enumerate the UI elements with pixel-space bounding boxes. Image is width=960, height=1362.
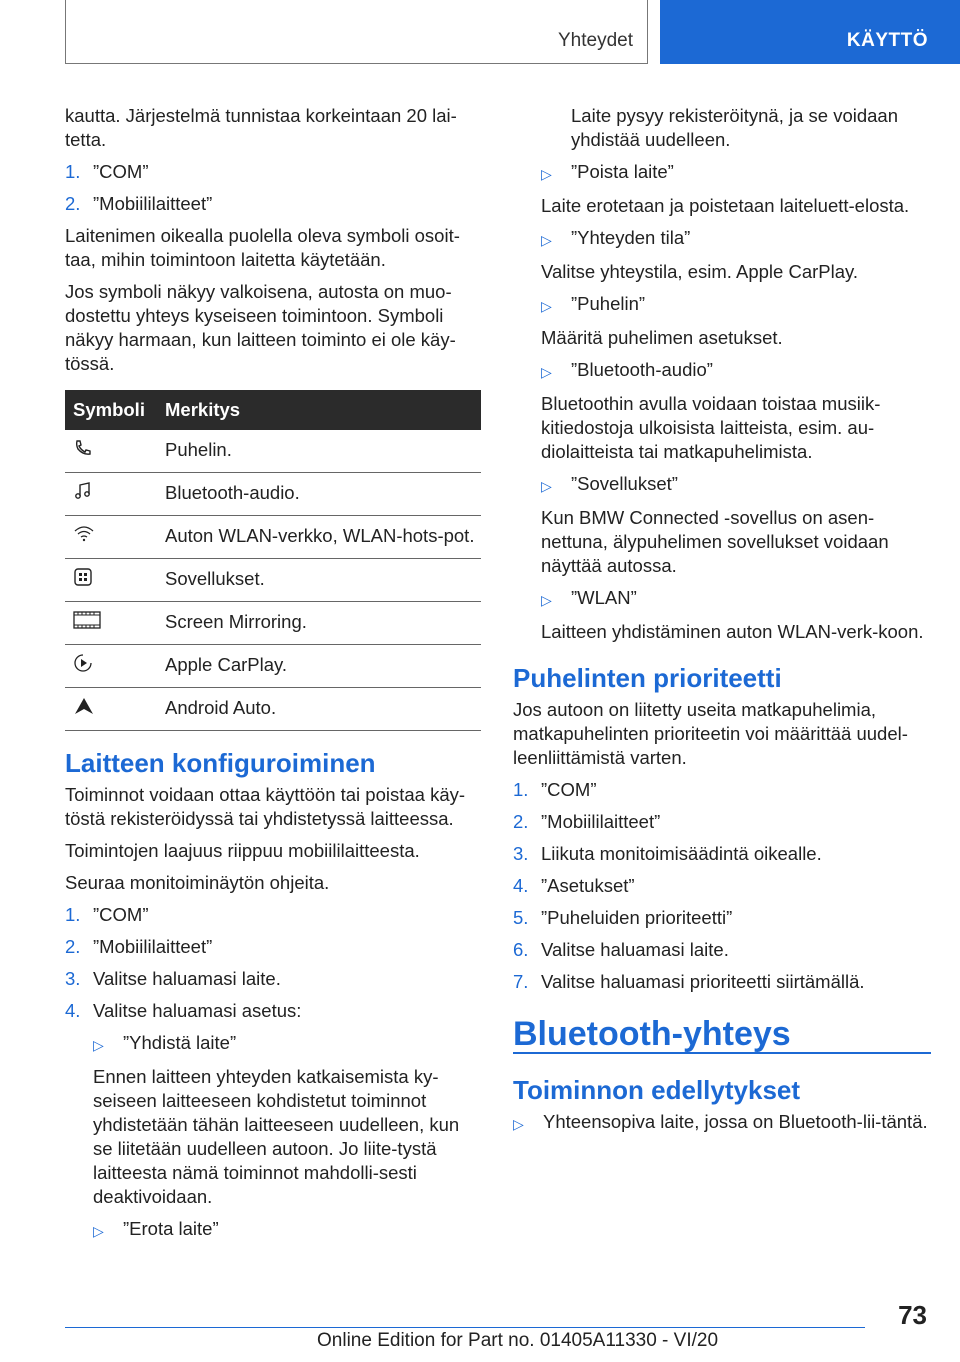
triangle-bullet-icon: ▷: [513, 1116, 524, 1132]
header-chapter-tab: [660, 0, 960, 64]
list-item: 1. ”COM”: [65, 904, 149, 925]
option-description: Kun BMW Connected -sovellus on asen-nettuna, älypuhelimen sovellukset voidaan näyttää autossa.: [541, 507, 889, 576]
phone-icon: [73, 438, 93, 458]
list-item: ▷ ”WLAN”: [541, 586, 931, 612]
left-column: [65, 104, 481, 1251]
paragraph: Jos symboli näkyy valkoisena, autosta on muo-dostettu yhteys kyseiseen toimintoon. Symboli näkyy harmaan, kun laitteen toiminto ei ole käy-tössä.: [65, 281, 456, 374]
triangle-bullet-icon: ▷: [541, 232, 552, 248]
triangle-bullet-icon: ▷: [541, 478, 552, 494]
table-cell: Puhelin.: [157, 430, 481, 473]
table-row: [65, 516, 481, 559]
right-column: [513, 104, 931, 1144]
section-heading: Laitteen konfiguroiminen: [65, 748, 376, 778]
list-item: ▷ ”Yhteyden tila”: [541, 226, 931, 252]
footer-edition: Online Edition for Part no. 01405A11330 - VI/20: [317, 1330, 719, 1351]
table-cell: Apple CarPlay.: [157, 645, 481, 688]
list-item: 4. Valitse haluamasi asetus:: [65, 1000, 302, 1021]
header-section-box: [65, 0, 648, 64]
header-section-title: Yhteydet: [558, 30, 633, 51]
list-item: 1. ”COM”: [65, 161, 149, 182]
apps-icon: [73, 567, 93, 587]
list-item: 3. Valitse haluamasi laite.: [65, 968, 281, 989]
footer-divider: [65, 1327, 865, 1328]
triangle-bullet-icon: ▷: [541, 364, 552, 380]
paragraph: Laitenimen oikealla puolella oleva symboli osoit-taa, mihin toimintoon laitetta käytetään.: [65, 225, 460, 270]
list-item: ▷ ”Erota laite”: [93, 1217, 481, 1243]
page-number: 73: [898, 1300, 927, 1330]
intro-paragraph: kautta. Järjestelmä tunnistaa korkeintaan 20 lai-tetta.: [65, 105, 457, 150]
table-row: [65, 559, 481, 602]
list-item: 7. Valitse haluamasi prioriteetti siirtämällä.: [513, 971, 865, 992]
triangle-bullet-icon: ▷: [93, 1223, 104, 1239]
music-note-icon: [73, 481, 93, 501]
screen-mirroring-icon: [73, 610, 101, 630]
table-header-cell: Merkitys: [157, 390, 481, 430]
paragraph: Seuraa monitoiminäytön ohjeita.: [65, 872, 330, 893]
option-description: Laite erotetaan ja poistetaan laiteluett-elosta.: [541, 195, 910, 216]
list-item: 2. ”Mobiililaitteet”: [513, 811, 661, 832]
list-item: 3. Liikuta monitoimisäädintä oikealle.: [513, 843, 822, 864]
table-row: [65, 473, 481, 516]
list-item: 5. ”Puheluiden prioriteetti”: [513, 907, 733, 928]
list-item: 6. Valitse haluamasi laite.: [513, 939, 729, 960]
table-header-cell: Symboli: [65, 390, 157, 430]
list-item: ▷ ”Poista laite”: [541, 160, 931, 186]
list-item: 2. ”Mobiililaitteet”: [65, 936, 213, 957]
list-item: ▷ ”Puhelin”: [541, 292, 931, 318]
option-description: Valitse yhteystila, esim. Apple CarPlay.: [541, 261, 859, 282]
triangle-bullet-icon: ▷: [541, 166, 552, 182]
triangle-bullet-icon: ▷: [93, 1037, 104, 1053]
symbol-table: [65, 390, 481, 731]
sub-options: [65, 1031, 481, 1243]
table-row: [65, 645, 481, 688]
option-description: Ennen laitteen yhteyden katkaisemista ky-seiseen laitteeseen kohdistetut toiminnot yhdistetään tähän laitteeseen uudelleen, kun se liitetään uudelleen autoon. Jo liite-tystä laitteesta nämä toiminnot mahdolli-sesti deaktivoidaan.: [93, 1066, 460, 1207]
list-item: 2. ”Mobiililaitteet”: [65, 193, 213, 214]
table-header: [65, 390, 481, 430]
wifi-icon: [73, 524, 95, 544]
table-cell: Sovellukset.: [157, 559, 481, 602]
paragraph: Toimintojen laajuus riippuu mobiililaitteesta.: [65, 840, 420, 861]
list-item: ▷ Yhteensopiva laite, jossa on Bluetooth-lii-täntä.: [513, 1110, 931, 1136]
list-item: 4. ”Asetukset”: [513, 875, 635, 896]
table-row: [65, 688, 481, 731]
table-cell: Android Auto.: [157, 688, 481, 731]
section-heading: Toiminnon edellytykset: [513, 1075, 801, 1105]
header-chapter-title: KÄYTTÖ: [846, 30, 928, 51]
list-item: ▷ ”Bluetooth-audio”: [541, 358, 931, 384]
option-description: Bluetoothin avulla voidaan toistaa musiik-kitiedostoja ulkoisista laitteista, esim. au-diolaitteista tai matkapuhelimista.: [541, 393, 881, 462]
paragraph: Jos autoon on liitetty useita matkapuhelimia, matkapuhelinten prioriteetin voi määrittää uudel-leenliittämistä varten.: [513, 699, 908, 768]
triangle-bullet-icon: ▷: [541, 592, 552, 608]
paragraph: Toiminnot voidaan ottaa käyttöön tai poistaa käy-töstä rekisteröidyssä tai yhdistetyssä laitteessa.: [65, 784, 466, 829]
list-item: ▷ ”Sovellukset”: [541, 472, 931, 498]
android-auto-icon: [73, 696, 95, 716]
table-row: [65, 430, 481, 473]
chapter-heading: Bluetooth-yhteys: [513, 1022, 931, 1054]
table-row: [65, 602, 481, 645]
table-cell: Screen Mirroring.: [157, 602, 481, 645]
list-item: 1. ”COM”: [513, 779, 597, 800]
triangle-bullet-icon: ▷: [541, 298, 552, 314]
section-heading: Puhelinten prioriteetti: [513, 663, 782, 693]
table-cell: Auton WLAN-verkko, WLAN-hots-pot.: [157, 516, 481, 559]
option-description: Määritä puhelimen asetukset.: [541, 327, 783, 348]
continued-description: Laite pysyy rekisteröitynä, ja se voidaan yhdistää uudelleen.: [571, 105, 899, 150]
table-cell: Bluetooth-audio.: [157, 473, 481, 516]
sub-options: [513, 160, 931, 644]
carplay-icon: [73, 653, 93, 673]
list-item: ▷ ”Yhdistä laite”: [93, 1031, 481, 1057]
option-description: Laitteen yhdistäminen auton WLAN-verk-koon.: [541, 621, 924, 642]
